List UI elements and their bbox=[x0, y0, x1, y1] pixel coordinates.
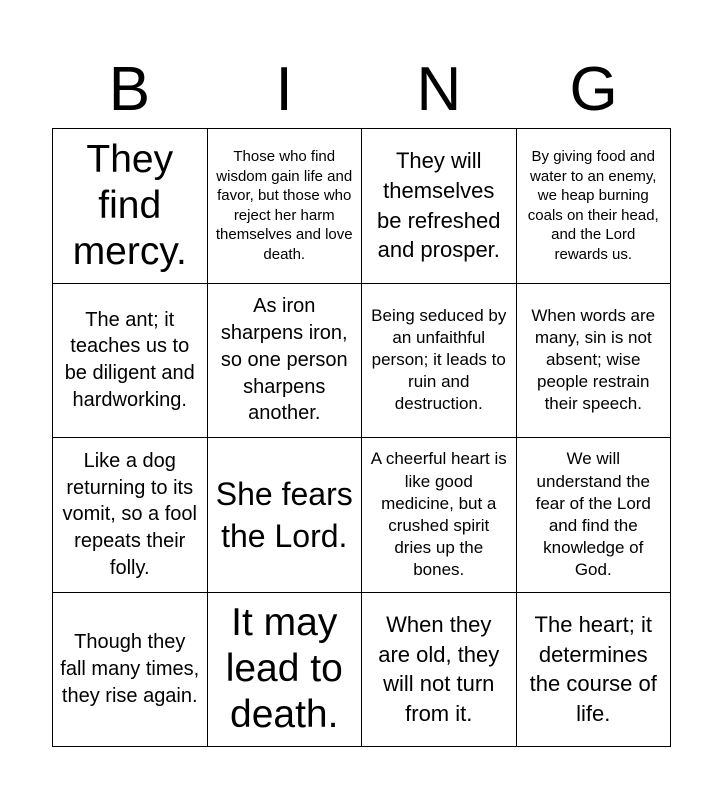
cell-text: The ant; it teaches us to be diligent and hardworking. bbox=[64, 308, 195, 412]
cell-text: They find mercy. bbox=[72, 137, 187, 273]
bingo-cell-r1c3[interactable] bbox=[362, 129, 517, 284]
cell-text: As iron sharpens iron, so one person sharpens another. bbox=[220, 295, 348, 425]
cell-text: The heart; it determines the course of life. bbox=[529, 611, 657, 726]
cell-text: Though they fall many times, they rise again. bbox=[60, 631, 200, 707]
cell-text: When words are many, sin is not absent; wise people restrain their speech. bbox=[531, 306, 656, 414]
cell-text: By giving food and water to an enemy, we heap burning coals on their head, and the Lord rewards us. bbox=[527, 148, 659, 263]
bingo-cell-r4c1[interactable] bbox=[53, 593, 208, 748]
bingo-cell-r4c4[interactable] bbox=[517, 593, 672, 748]
bingo-cell-r2c4[interactable] bbox=[517, 284, 672, 439]
header-letter-b: B bbox=[108, 55, 151, 124]
cell-text: A cheerful heart is like good medicine, but a crushed spirit dries up the bones. bbox=[370, 449, 507, 579]
bingo-cell-r1c4[interactable] bbox=[517, 129, 672, 284]
bingo-header bbox=[52, 52, 671, 128]
bingo-cell-r2c3[interactable] bbox=[362, 284, 517, 439]
cell-text: It may lead to death. bbox=[225, 601, 343, 737]
cell-text: She fears the Lord. bbox=[215, 475, 353, 554]
cell-text: We will understand the fear of the Lord and find the knowledge of God. bbox=[535, 449, 651, 579]
header-letter-g: G bbox=[569, 55, 618, 124]
bingo-cell-r4c3[interactable] bbox=[362, 593, 517, 748]
bingo-cell-r2c2[interactable] bbox=[208, 284, 363, 439]
bingo-cell-r3c2[interactable] bbox=[208, 438, 363, 593]
cell-text: Being seduced by an unfaithful person; it leads to ruin and destruction. bbox=[371, 306, 507, 414]
cell-text: When they are old, they will not turn from it. bbox=[378, 611, 500, 726]
cell-text: Like a dog returning to its vomit, so a fool repeats their folly. bbox=[62, 449, 197, 579]
bingo-cell-r3c1[interactable] bbox=[53, 438, 208, 593]
bingo-cell-r2c1[interactable] bbox=[53, 284, 208, 439]
bingo-cell-r1c1[interactable] bbox=[53, 129, 208, 284]
header-letter-i: I bbox=[275, 55, 293, 124]
bingo-cell-r3c3[interactable] bbox=[362, 438, 517, 593]
bingo-cell-r1c2[interactable] bbox=[208, 129, 363, 284]
cell-text: Those who find wisdom gain life and favor, but those who reject her harm themselves and love death. bbox=[215, 148, 353, 263]
bingo-cell-r4c2[interactable] bbox=[208, 593, 363, 748]
header-letter-n: N bbox=[416, 55, 462, 124]
bingo-cell-r3c4[interactable] bbox=[517, 438, 672, 593]
cell-text: They will themselves be refreshed and prosper. bbox=[376, 148, 501, 263]
bingo-card-grid bbox=[52, 128, 671, 747]
